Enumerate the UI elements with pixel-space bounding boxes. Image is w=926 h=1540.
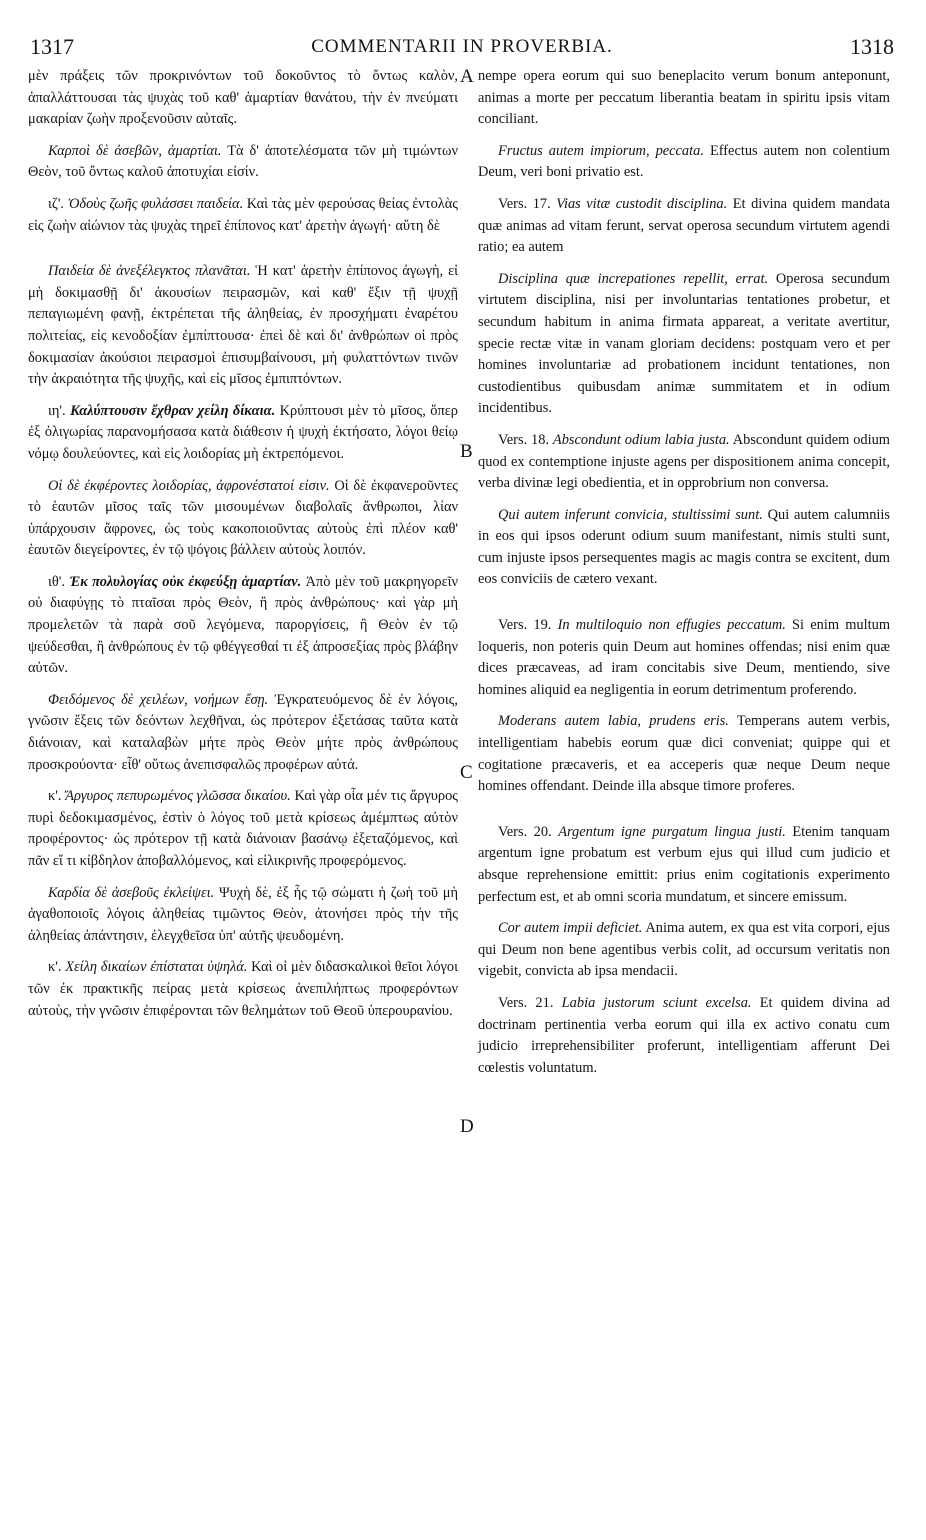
latin-lemma: Qui autem inferunt convicia, stultissimi sunt. (498, 506, 763, 523)
greek-paragraph (28, 786, 458, 872)
latin-paragraph (478, 615, 890, 701)
latin-text: Qui autem calumniis in eos qui ipsos oderunt odium suum manifestant, nimis stulti sunt, cum injuste ipsos persequentes magis ac magis contra se excitent, dum eos conviciis de cætero vexant. (478, 506, 890, 588)
greek-text: Κρύπτουσι μὲν τὸ μῖσος, ὅπερ ἐξ ὀλιγωρίας παρανομήσασα κατὰ διάθεσιν ἡ ψυχὴ ἐκτήσατο, λόγοι θείῳ νόμῳ δουλεύοντες, καὶ εἰς λοιδορίας μὴ ἐκτρεπόμενοι. (28, 402, 458, 462)
latin-text: nempe opera eorum qui suo beneplacito verum bonum anteponunt, animas a morte per peccatum liberantia beatam in spiritu ipsis vitam conciliant. (478, 68, 890, 128)
latin-text: Etenim tanquam argentum igne probatum est verbum ejus qui illud cum judicio et absque reprehensione emittit: prius enim cogitationis experimento perfectum est, et ab omni scoria mundatum, et sincere emissum. (478, 823, 891, 905)
latin-text: Si enim multum loqueris, non poteris quin Deum aut homines offendas; nisi enim quæ dices præcaveas, ad iram concitabis sive Deum, mentiendo, sive homines aliquid ea negligentia in eorum detrimentum proferendo. (478, 617, 891, 698)
latin-text: Temperans autem verbis, intelligentiam habebis eorum quæ dici conveniat; quippe qui et cogitatione præcaveris, et ea acceperis quæ neque Deum neque homines offendant. Deinde illa absque timore proferes. (478, 713, 890, 795)
verse-number: Vers. 19. (498, 617, 558, 634)
greek-paragraph (28, 66, 458, 131)
latin-text: Effectus autem non colentium Deum, veri boni privatio est. (478, 142, 890, 181)
greek-lemma: Καλύπτουσιν ἔχθραν χείλη δίκαια. (70, 402, 276, 419)
margin-marker-a: A (460, 66, 474, 87)
latin-text: Et divina quidem mandata quæ animas ad vitam ferunt, servat operosa secundum virtutem agendi ratio; ea autem (478, 195, 891, 256)
verse-number: κ'. (48, 788, 66, 805)
latin-lemma: Disciplina quæ increpationes repellit, errat. (498, 270, 769, 287)
page-number-left: 1317 (30, 34, 74, 59)
greek-lemma: Ἐκ πολυλογίας οὐκ ἐκφεύξῃ ἁμαρτίαν. (69, 573, 302, 590)
verse-number: Vers. 18. (498, 431, 553, 448)
running-header (30, 34, 894, 66)
verse-number: Vers. 21. (498, 994, 562, 1011)
greek-text: μὲν πράξεις τῶν προκρινόντων τοῦ δοκοῦντος τὸ ὄντως καλὸν, ἀπαλλάττουσαι τὰς ψυχὰς τοῦ καθ' ἁμαρτίαν θανάτου, τὴν ἐν πνεύματι μακαρίαν ζωὴν προξενοῦσιν αὐταῖς. (28, 68, 458, 128)
page-number-right: 1318 (850, 34, 894, 59)
greek-lemma: Καρποὶ δὲ ἀσεβῶν, ἁμαρτίαι. (48, 142, 222, 159)
latin-column (478, 66, 890, 1526)
greek-text: Ἡ κατ' ἀρετὴν ἐπίπονος ἀγωγὴ, εἰ μὴ δοκιμασθῇ δι' ἀκουσίων πειρασμῶν, καὶ καθ' ἕξιν τῇ ψυχῇ πεπαγιωμένη φανῇ, ἐκτρέπεται τῆς ἀληθείας, ἐν προσχήματι ἐναρέτου πολιτείας, εἰς κενοδοξίαν ἐμπίπτουσα· ἐπεὶ δὲ καὶ δι' ἀνθρώπων οἱ πρὸς δοκιμασίαν ἀκούσιοι πειρασμοὶ ἐπισυμβαίνουσι, μὴ φυλαττόντων τινῶν τὴν ἀκραιότητα τῆς ψυχῆς, καὶ εἰς μῖσος ἐμπιπτόντων. (28, 263, 459, 388)
greek-paragraph (28, 261, 458, 391)
greek-column (28, 66, 458, 1526)
margin-marker-b: B (460, 441, 473, 462)
latin-paragraph (478, 194, 890, 259)
latin-paragraph (478, 918, 890, 983)
greek-text: Τὰ δ' ἀποτελέσματα τῶν μὴ τιμώντων Θεὸν, τοῦ ὄντως καλοῦ ἀποτυχίαι εἰσίν. (28, 142, 459, 181)
greek-text: Οἱ δὲ ἐκφανεροῦντες τὸ ἑαυτῶν μῖσος ταῖς τῶν μισουμένων διαβολαῖς ἄνθρωποι, λίαν ὑπάρχουσιν ἄφρονες, ὡς τοὺς κακοποιοῦντας αὐτοὺς ἐπὶ πλέον καθ' ἑαυτῶν διεγείροντες, ἐν τῷ ψόγοις βάλλειν αὐτοὺς λοιπόν. (28, 477, 458, 559)
margin-marker-d: D (460, 1116, 474, 1137)
greek-lemma: Οἱ δὲ ἐκφέροντες λοιδορίας, ἀφρονέστατοί εἰσιν. (48, 477, 330, 494)
greek-lemma: Παιδεία δὲ ἀνεξέλεγκτος πλανᾶται. (48, 263, 251, 280)
greek-lemma: Ὁδοὺς ζωῆς φυλάσσει παιδεία. (67, 195, 244, 212)
greek-text: Καὶ τὰς μὲν φερούσας θείας ἐντολὰς εἰς ζωὴν αἰώνιον τὰς ψυχὰς τηρεῖ ἐπίπονος κατ' ἀρετὴν ἀγωγή· αὕτη δὲ (28, 195, 458, 234)
latin-lemma: Cor autem impii deficiet. (498, 920, 643, 937)
verse-number: ιζ'. (48, 195, 68, 212)
latin-paragraph (478, 993, 890, 1079)
greek-text: Ἀπὸ μὲν τοῦ μακρηγορεῖν οὐ διαφύγῃς τὸ πταῖσαι πρὸς Θεὸν, ἢ πρὸς ἀνθρώπους· καὶ γὰρ μὴ προμελετῶν τὰ παρὰ σοῦ λεγόμενα, παροργίσεις, ἢ Θεὸν ἐν τῷ ψεύδεσθαι, ἢ ἀνθρώπους ἐν τῷ φθέγγεσθαί τι ἐξ ἀπροσεξίας πρὸς βλάβην αὐτῶν. (28, 573, 458, 677)
latin-text: Operosa secundum virtutem disciplina, nisi per involuntarias tentationes probetur, et secundum habitum in anima firmata appareat, a veritate avertitur, specie rectæ vitæ in vanam gloriam decidens: postquam vero et per homines involuntariæ ad probationem incidunt tentationes, non custodientibus quibusdam animæ summitatem et in odium incidentibus. (478, 270, 890, 417)
greek-text: Ἐγκρατευόμενος δὲ ἐν λόγοις, γνῶσιν ἕξεις τῶν δεόντων λεχθῆναι, ὡς πρότερον ἐξετάσας ταῦτα κατὰ διάνοιαν, καὶ καταλαβὼν μήτε πρὸς Θεὸν μήτε πρὸς ἀνθρώπους προσκρούοντα· εἶθ' οὕτως ἀνεπισφαλῶς προφέρων αὐτά. (28, 691, 458, 773)
latin-paragraph (478, 66, 890, 131)
latin-paragraph (478, 269, 890, 420)
verse-number: ιθ'. (48, 573, 70, 590)
greek-lemma: Καρδία δὲ ἀσεβοῦς ἐκλείψει. (48, 884, 215, 901)
verse-number: Vers. 20. (498, 823, 559, 840)
greek-paragraph (28, 476, 458, 562)
greek-paragraph (28, 957, 458, 1022)
greek-paragraph (28, 401, 458, 466)
latin-text: Anima autem, ex qua est vita corpori, ejus qui Deum non bene agentibus verbis colit, ad occursum veritatis non vigebit, convicta ab ipsa mendacii. (478, 920, 890, 980)
running-title: COMMENTARII IN PROVERBIA. (311, 36, 613, 57)
verse-number: ιη'. (48, 402, 71, 419)
latin-lemma: Vias vitæ custodit disciplina. (556, 195, 728, 212)
greek-lemma: Φειδόμενος δὲ χειλέων, νοήμων ἔσῃ. (48, 691, 269, 708)
greek-paragraph (28, 141, 458, 184)
latin-lemma: Argentum igne purgatum lingua justi. (558, 823, 786, 840)
verse-number: Vers. 17. (498, 195, 557, 212)
margin-marker-c: C (460, 762, 473, 783)
latin-lemma: Abscondunt odium labia justa. (552, 431, 730, 448)
latin-lemma: Moderans autem labia, prudens eris. (498, 713, 729, 730)
latin-paragraph (478, 711, 890, 797)
latin-lemma: In multiloquio non effugies peccatum. (557, 617, 786, 634)
greek-text: Ψυχὴ δὲ, ἐξ ἧς τῷ σώματι ἡ ζωὴ τοῦ μὴ ἀγαθοποιοῖς λόγοις ἀληθείας τιμῶντος Θεὸν, ἀτονήσει πρὸς τὴν τῆς ἀληθείας ἀπάντησιν, ἐλεγχθεῖσα ὑπ' αὐτῆς ψευδομένη. (28, 884, 458, 944)
latin-paragraph (478, 141, 890, 184)
greek-paragraph (28, 883, 458, 948)
greek-text: Καὶ οἱ μὲν διδασκαλικοὶ θεῖοι λόγοι τῶν ἐκ πρακτικῆς πείρας μετὰ κρίσεως ἀνεπιλήπτως προφερόντων αὐτοὺς, τὴν γνῶσιν ἐπιφέρονται τῶν θελημάτων τοῦ Θεοῦ ὑπερουρανίου. (28, 959, 458, 1019)
latin-paragraph (478, 505, 890, 591)
latin-text: Et quidem divina ad doctrinam pertinentia verba eorum qui illa ex activo conatu cum judicio irreprehensibiliter proferunt, intelligentiam afferunt Dei cœlestis voluntatum. (478, 994, 891, 1076)
latin-lemma: Labia justorum sciunt excelsa. (561, 994, 752, 1011)
verse-number: κ'. (48, 959, 66, 976)
latin-lemma: Fructus autem impiorum, peccata. (498, 142, 704, 159)
greek-lemma: Χείλη δικαίων ἐπίσταται ὑψηλά. (65, 959, 248, 976)
greek-lemma: Ἄργυρος πεπυρωμένος γλῶσσα δικαίου. (65, 788, 291, 805)
greek-paragraph (28, 194, 458, 237)
greek-text: Καὶ γὰρ οἷα μέν τις ἄργυρος πυρὶ δεδοκιμασμένος, ἐστὶν ὁ λόγος τοῦ μετὰ κρίσεως ἀμέμπτως αὐτὸν προφέροντος· ὡς πρότερον τῇ κατὰ διάνοιαν βασάνῳ ἐξεταζόμενος, καὶ πᾶν εἴ τι κίβδηλον ἀποβαλλόμενος, καὶ εἰλικρινῆς προφερόμενος. (28, 788, 458, 869)
latin-paragraph (478, 822, 890, 908)
latin-paragraph (478, 430, 890, 495)
latin-text: Abscondunt quidem odium quod ex contemptione injuste agens per dispositionem anima concepit, verba divinæ legi obedientia, et in opprobrium non conversa. (478, 431, 890, 492)
greek-paragraph (28, 690, 458, 776)
greek-paragraph (28, 572, 458, 680)
